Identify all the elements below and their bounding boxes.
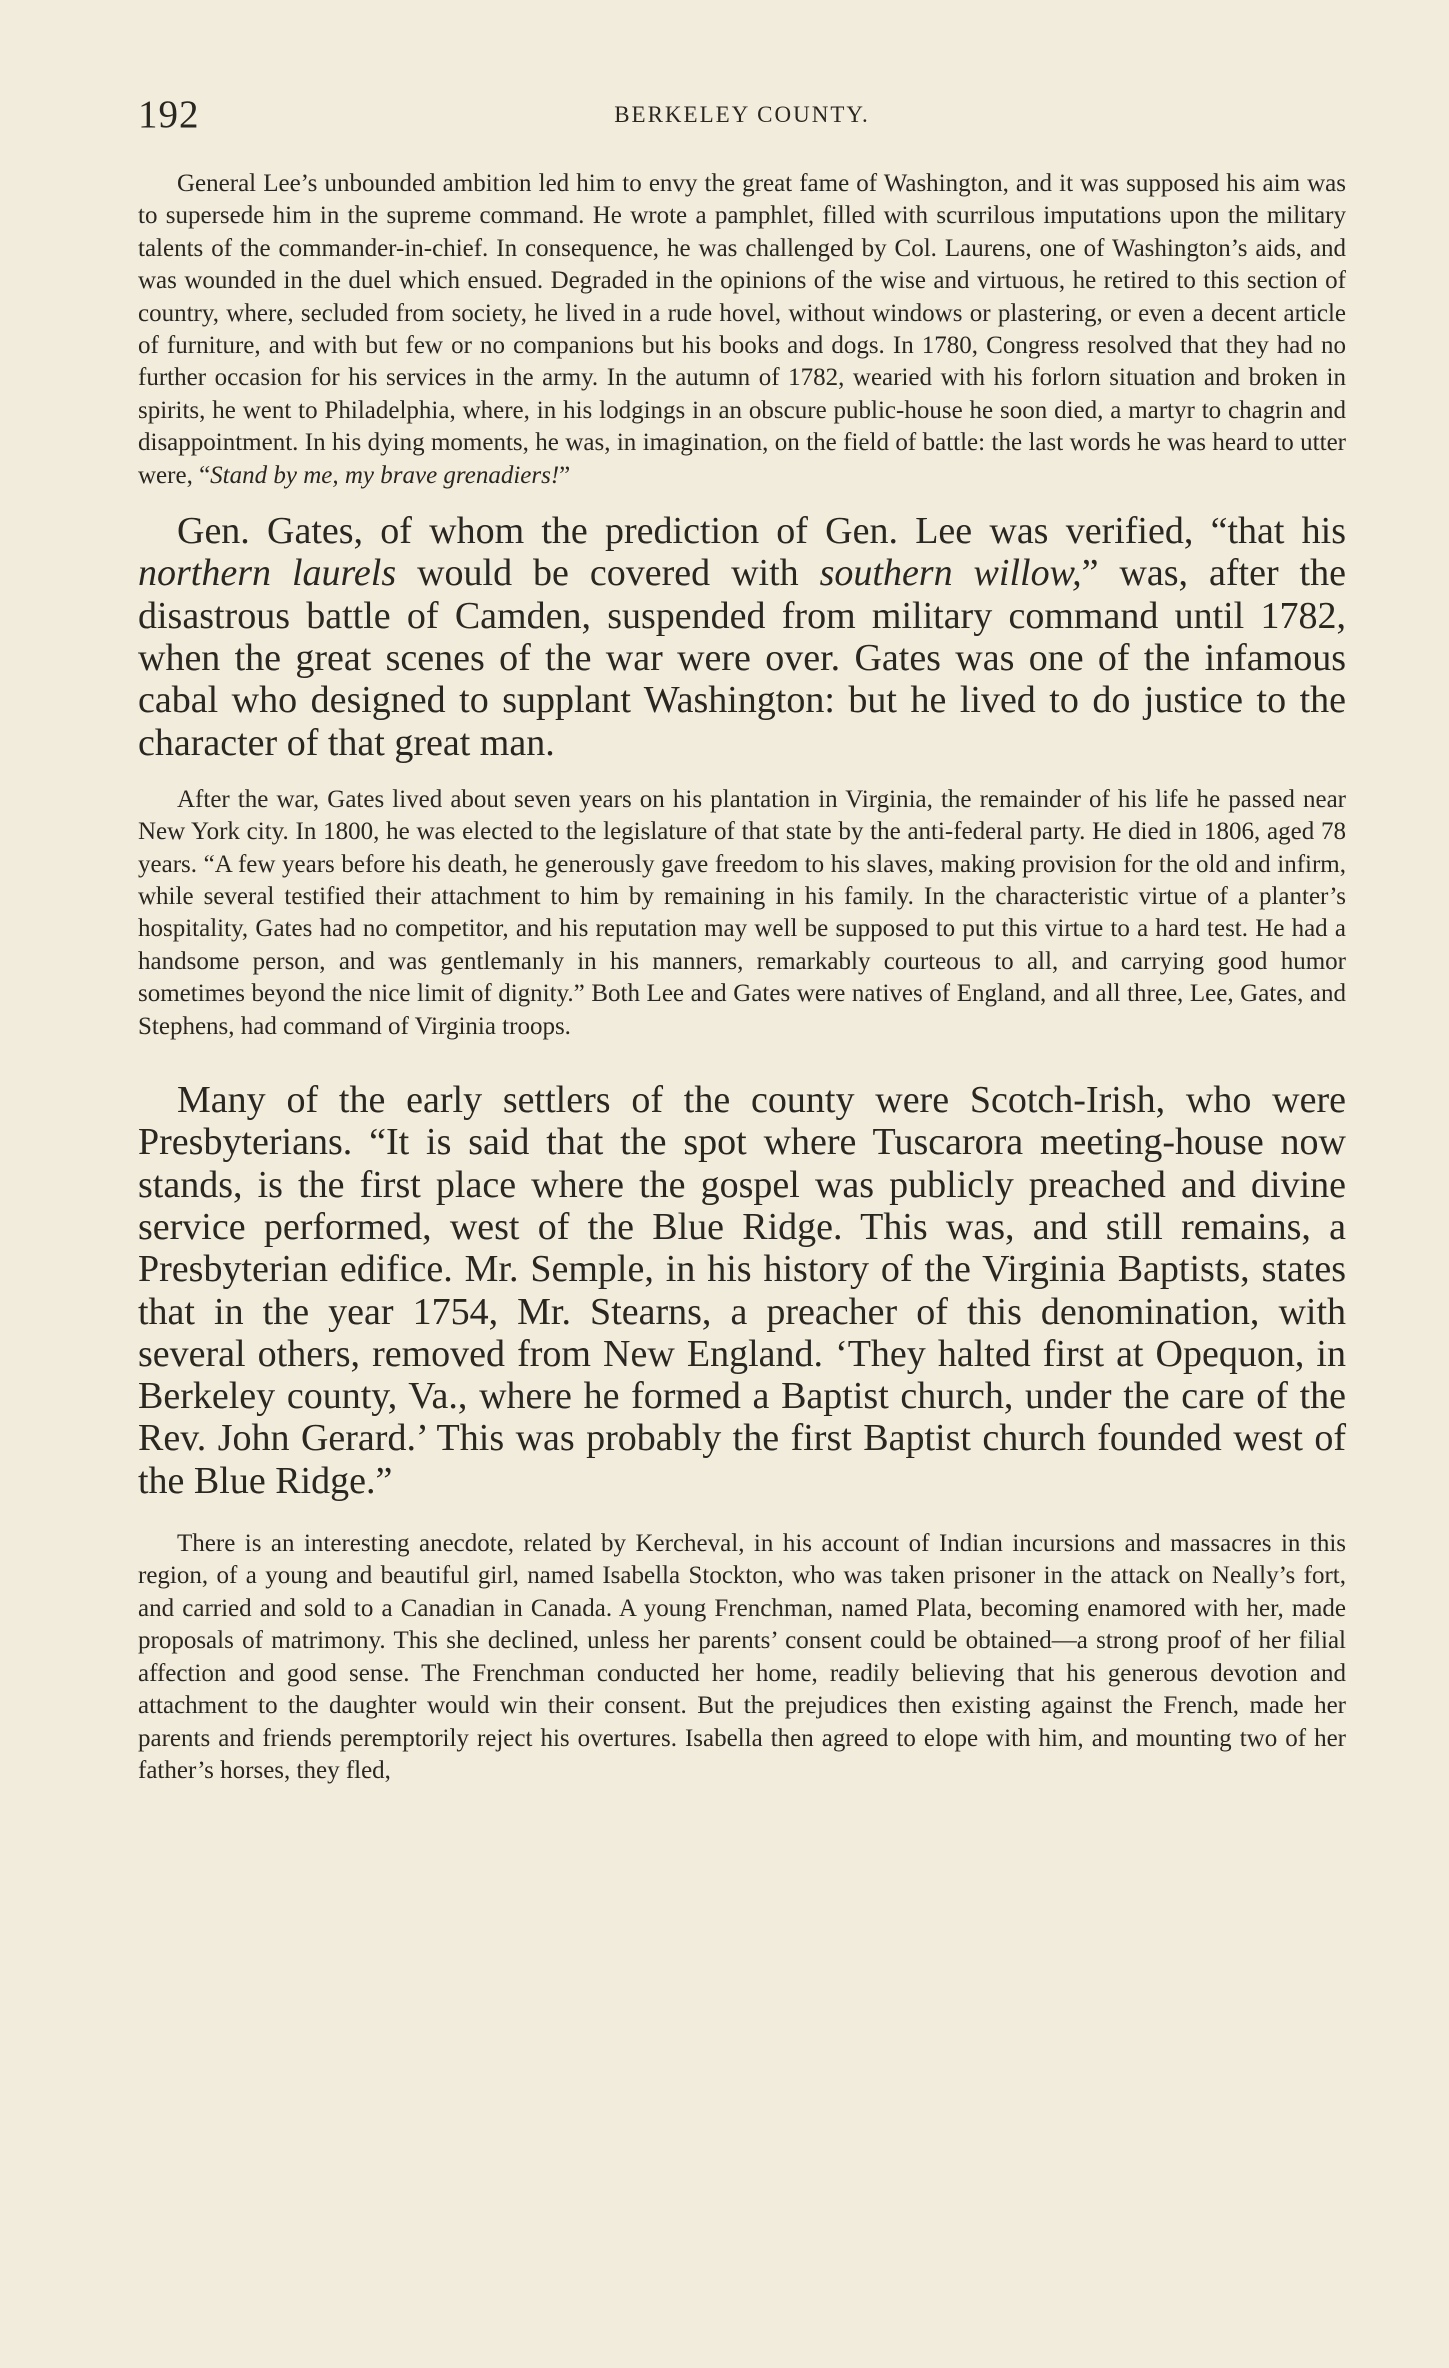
- paragraph-early-settlers: Many of the early settlers of the county were Scotch-Irish, who were Presbyterians. “It is said that the spot where Tuscarora meeting-house now stands, is the first place where the gospel was publicly preached and divine service performed, west of the Blue Ridge. This was, and still remains, a Presbyterian edifice. Mr. Semple, in his history of the Virginia Baptists, states that in the year 1754, Mr. Stearns, a preacher of this denomination, with several others, removed from New England. ‘They halted first at Opequon, in Berkeley county, Va., where he formed a Baptist church, under the care of the Rev. John Gerard.’ This was probably the first Baptist church founded west of the Blue Ridge.”: [138, 1079, 1346, 1502]
- italic-phrase: southern willow,: [819, 552, 1082, 595]
- running-title: BERKELEY COUNTY.: [614, 102, 870, 127]
- italic-phrase: northern laurels: [138, 552, 397, 595]
- paragraph-general-lee: [138, 168, 1346, 492]
- paragraph-text: ” was, after the disastrous battle of Camden, suspended from military command until 1782, when the great scenes of the war were over. Gates was one of the infamous cabal who designed to supplant Washington: but he lived to do justice to the character of that great man.: [138, 552, 1346, 764]
- paragraph-text: General Lee’s unbounded ambition led him to envy the great fame of Washington, and it was supposed his aim was to supersede him in the supreme command. He wrote a pamphlet, filled with scurrilous imputations upon the military talents of the commander-in-chief. In consequence, he was challenged by Col. Laurens, one of Washington’s aids, and was wounded in the duel which ensued. Degraded in the opinions of the wise and virtuous, he retired to this section of country, where, secluded from society, he lived in a rude hovel, without windows or plastering, or even a decent article of furniture, and with but few or no companions but his books and dogs. In 1780, Congress resolved that they had no further occasion for his services in the army. In the autumn of 1782, wearied with his forlorn situation and broken in spirits, he went to Philadelphia, where, in his lodgings in an obscure public-house he soon died, a martyr to chagrin and disappointment. In his dying moments, he was, in imagination, on the field of battle: the last words he was heard to utter were, “: [138, 170, 1346, 489]
- paragraph-after-the-war: After the war, Gates lived about seven years on his plantation in Virginia, the remainder of his life he passed near New York city. In 1800, he was elected to the legislature of that state by the anti-federal party. He died in 1806, aged 78 years. “A few years before his death, he generously gave freedom to his slaves, making provision for the old and infirm, while several testified their attachment to him by remaining in his family. In the characteristic virtue of a planter’s hospitality, Gates had no competitor, and his reputation may well be supposed to put this virtue to a hard test. He had a handsome person, and was gentlemanly in his manners, remarkably courteous to all, and carrying good humor sometimes beyond the nice limit of dignity.” Both Lee and Gates were natives of England, and all three, Lee, Gates, and Stephens, had command of Virginia troops.: [138, 785, 1346, 1040]
- book-page: [138, 92, 1346, 1787]
- paragraph-text: would be covered with: [396, 552, 820, 595]
- paragraph-isabella-anecdote: There is an interesting anecdote, related by Kercheval, in his account of Indian incursions and massacres in this region, of a young and beautiful girl, named Isabella Stockton, who was taken prisoner in the attack on Neally’s fort, and carried and sold to a Canadian in Canada. A young Frenchman, named Plata, becoming enamored with her, made proposals of matrimony. This she declined, unless her parents’ consent could be obtained—a strong proof of her filial affection and good sense. The Frenchman conducted her home, readily believing that his generous devotion and attachment to the daughter would win their consent. But the prejudices then existing against the French, made her parents and friends peremptorily reject his overtures. Isabella then agreed to elope with him, and mounting two of her father’s horses, they fled,: [138, 1530, 1346, 1784]
- running-head: [138, 92, 1346, 142]
- italic-quote: Stand by me, my brave grenadiers!: [210, 461, 560, 489]
- page-number: 192: [138, 93, 200, 136]
- paragraph-gen-gates: [138, 510, 1346, 764]
- paragraph-text: ”: [559, 461, 571, 489]
- paragraph-text: Gen. Gates, of whom the prediction of Gen. Lee was verified, “that his: [177, 510, 1346, 553]
